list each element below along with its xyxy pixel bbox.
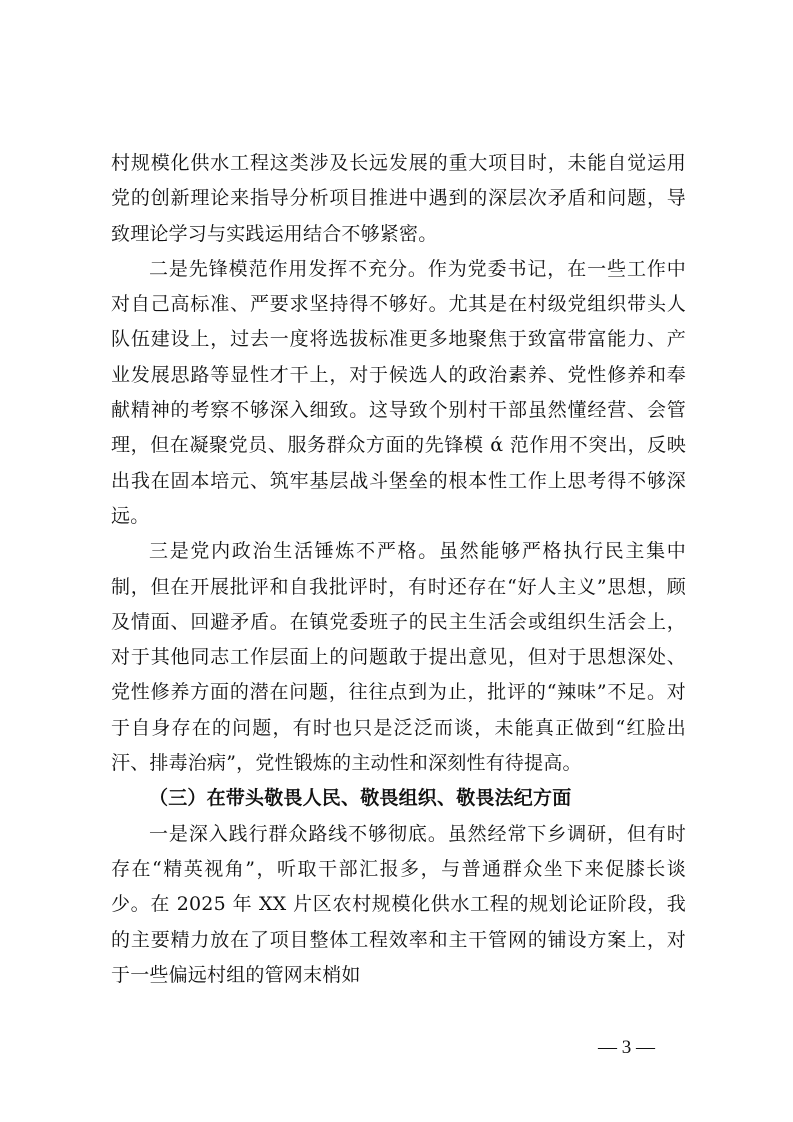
page-number: — 3 —	[598, 1037, 655, 1058]
document-body	[111, 146, 686, 993]
paragraph-vanguard-role: 二是先锋模范作用发挥不充分。作为党委书记，在一些工作中对自己高标准、严要求坚持得不够好。尤其是在村级党组织带头人队伍建设上，过去一度将选拔标准更多地聚焦于致富带富能力、产业发展思路等显性才干上，对于候选人的政治素养、党性修养和奉献精神的考察不够深入细致。这导致个别村干部虽然懂经营、会管理，但在凝聚党员、服务群众方面的先锋模 ά 范作用不突出，反映出我在固本培元、筑牢基层战斗堡垒的根本性工作上思考得不够深远。	[111, 257, 686, 527]
section-heading: （三）在带头敬畏人民、敬畏组织、敬畏法纪方面	[149, 787, 572, 810]
paragraph-party-political-life: 三是党内政治生活锤炼不严格。虽然能够严格执行民主集中制，但在开展批评和自我批评时，有时还存在“好人主义”思想，顾及情面、回避矛盾。在镇党委班子的民主生活会或组织生活会上，对于其他同志工作层面上的问题敢于提出意见，但对于思想深处、党性修养方面的潜在问题，往往点到为止，批评的“辣味”不足。对于自身存在的问题，有时也只是泛泛而谈，未能真正做到“红脸出汗、排毒治病”，党性锻炼的主动性和深刻性有待提高。	[111, 540, 686, 775]
paragraph-mass-line: 一是深入践行群众路线不够彻底。虽然经常下乡调研，但有时存在“精英视角”，听取干部汇报多，与普通群众坐下来促膝长谈少。在 2025 年 XX 片区农村规模化供水工程的规划论证阶段，我的主要精力放在了项目整体工程效率和主干管网的铺设方案上，对于一些偏远村组的管网末梢如	[111, 822, 686, 986]
paragraph-continuation: 村规模化供水工程这类涉及长远发展的重大项目时，未能自觉运用党的创新理论来指导分析项目推进中遇到的深层次矛盾和问题，导致理论学习与实践运用结合不够紧密。	[111, 152, 686, 245]
